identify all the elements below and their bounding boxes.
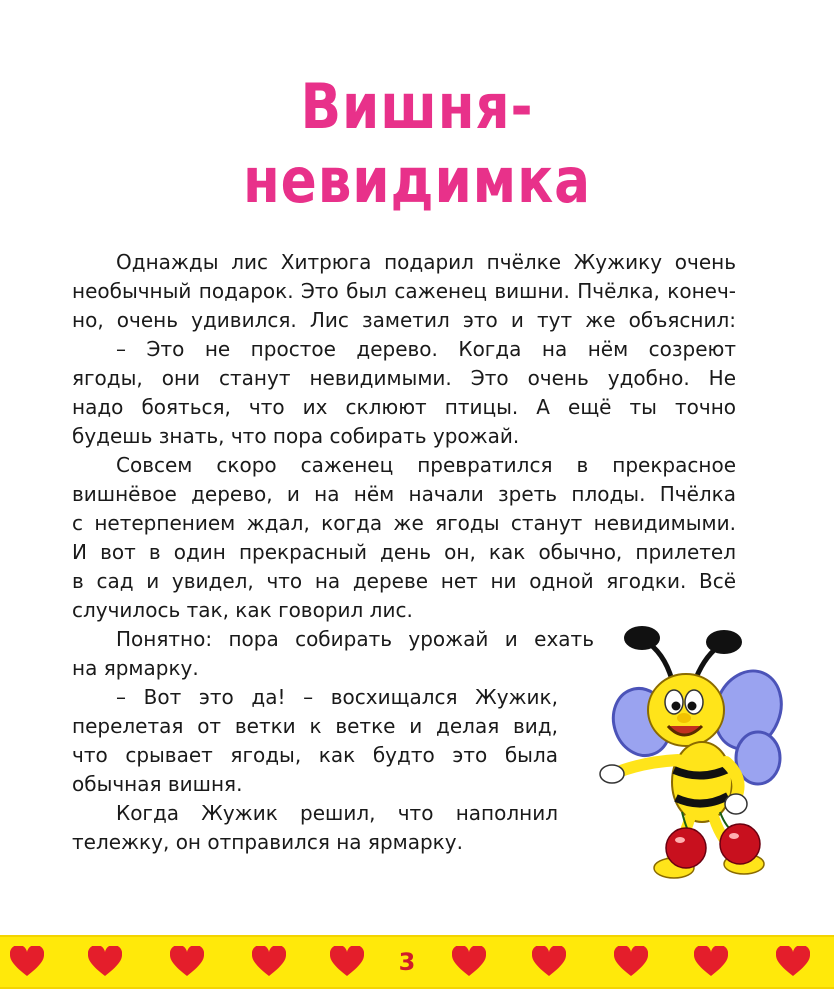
text-line: на ярмарку. <box>72 656 199 680</box>
text-line: – Вот это да! – восхищался Жужик, <box>116 685 558 709</box>
text-line: надо бояться, что их склюют птицы. А ещё ты точно <box>72 395 736 419</box>
heart-icon <box>330 946 364 978</box>
text-line: – Это не простое дерево. Когда на нём созреют <box>116 337 736 361</box>
text-line: обычная вишня. <box>72 772 243 796</box>
text-line: Понятно: пора собирать урожай и ехать <box>116 627 594 651</box>
text-line: перелетая от ветки к ветке и делая вид, <box>72 714 558 738</box>
heart-icon <box>694 946 728 978</box>
text-line: Совсем скоро саженец превратился в прекрасное <box>116 453 736 477</box>
heart-icon <box>88 946 122 978</box>
text-line: ягоды, они станут невидимыми. Это очень удобно. Не <box>72 366 736 390</box>
text-line: случилось так, как говорил лис. <box>72 598 413 622</box>
heart-icon <box>252 946 286 978</box>
paragraph <box>72 335 736 451</box>
heart-icon <box>532 946 566 978</box>
text-line: И вот в один прекрасный день он, как обычно, прилетел <box>72 540 736 564</box>
page-number: 3 <box>398 948 416 976</box>
bee-illustration <box>598 622 798 884</box>
footer-band <box>0 935 834 989</box>
heart-icon <box>452 946 486 978</box>
text-line: но, очень удивился. Лис заметил это и тут же объяснил: <box>72 308 736 332</box>
title-line-1: Вишня- <box>300 70 534 143</box>
text-line: тележку, он отправился на ярмарку. <box>72 830 463 854</box>
text-line: необычный подарок. Это был саженец вишни. Пчёлка, конеч- <box>72 279 736 303</box>
heart-icon <box>776 946 810 978</box>
heart-icon <box>614 946 648 978</box>
text-line: вишнёвое дерево, и на нём начали зреть плоды. Пчёлка <box>72 482 736 506</box>
text-line: с нетерпением ждал, когда же ягоды станут невидимыми. <box>72 511 736 535</box>
paragraph <box>72 683 558 799</box>
text-line: в сад и увидел, что на дереве нет ни одной ягодки. Всё <box>72 569 736 593</box>
heart-icon <box>10 946 44 978</box>
text-line: что срывает ягоды, как будто это была <box>72 743 558 767</box>
paragraph <box>72 799 558 857</box>
paragraph <box>72 248 736 335</box>
paragraph <box>72 625 594 683</box>
title-line-2: невидимка <box>242 144 592 217</box>
page-title <box>58 70 775 218</box>
heart-icon <box>170 946 204 978</box>
text-line: Когда Жужик решил, что наполнил <box>116 801 558 825</box>
text-line: будешь знать, что пора собирать урожай. <box>72 424 520 448</box>
text-line: Однажды лис Хитрюга подарил пчёлке Жужику очень <box>116 250 736 274</box>
paragraph <box>72 451 736 625</box>
